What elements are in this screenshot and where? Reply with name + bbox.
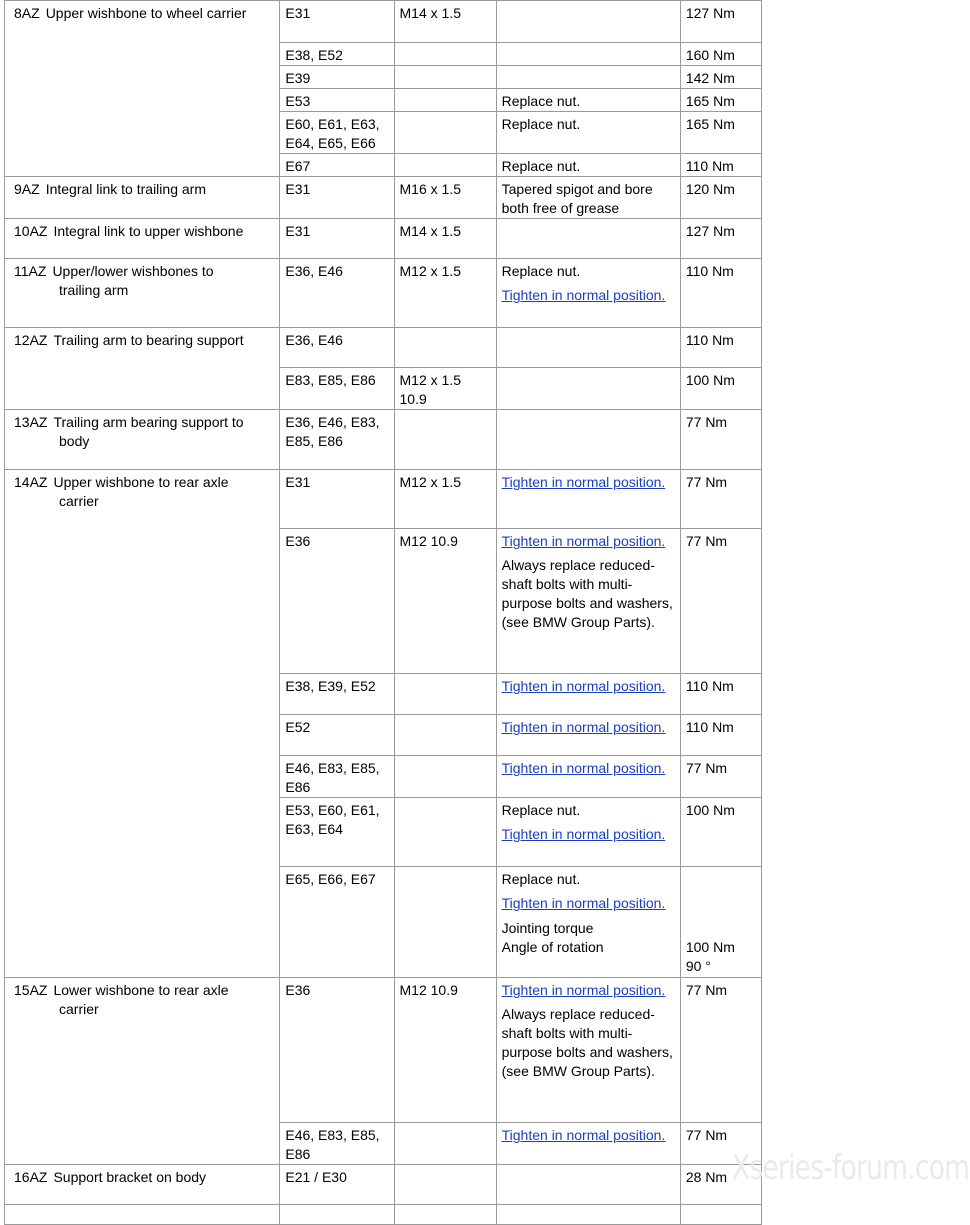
note-cell: [496, 328, 680, 368]
torque-cell: 110 Nm: [680, 674, 761, 715]
torque-cell: 142 Nm: [680, 66, 761, 89]
item-description: 12AZ Trailing arm to bearing support: [5, 328, 280, 410]
thread-cell: [394, 410, 496, 470]
item-description: 11AZ Upper/lower wishbones to trailing arm: [5, 259, 280, 328]
note-cell: Replace nut. Tighten in normal position. Jointing torque Angle of rotation: [496, 867, 680, 978]
model-cell: E83, E85, E86: [280, 368, 394, 410]
torque-cell: 110 Nm: [680, 154, 761, 177]
model-cell: E36, E46, E83, E85, E86: [280, 410, 394, 470]
thread-cell: M14 x 1.5: [394, 1, 496, 43]
model-cell: E36, E46: [280, 328, 394, 368]
note-cell: Replace nut.: [496, 154, 680, 177]
note-cell: Replace nut. Tighten in normal position.: [496, 798, 680, 867]
tighten-link[interactable]: Tighten in normal position.: [501, 895, 666, 911]
tighten-link[interactable]: Tighten in normal position.: [501, 1127, 666, 1143]
note-cell: Replace nut.: [496, 112, 680, 154]
table-row: [5, 328, 762, 368]
thread-cell: [394, 715, 496, 756]
model-cell: E31: [280, 470, 394, 529]
item-description: 9AZ Integral link to trailing arm: [5, 177, 280, 219]
note-cell: [496, 756, 680, 798]
note-cell: Tighten in normal position. Always replace reduced-shaft bolts with multi-purpose bolts and washers, (see BMW Group Parts).: [496, 978, 680, 1123]
note-cell: [496, 1, 680, 43]
torque-cell: 127 Nm: [680, 1, 761, 43]
model-cell: E36, E46: [280, 259, 394, 328]
model-cell: E52: [280, 715, 394, 756]
item-description: 14AZ Upper wishbone to rear axle carrier: [5, 470, 280, 978]
tighten-link[interactable]: Tighten in normal position.: [501, 533, 666, 549]
tighten-link[interactable]: Tighten in normal position.: [501, 826, 666, 842]
thread-cell: M12 10.9: [394, 978, 496, 1123]
thread-cell: [394, 867, 496, 978]
model-cell: E31: [280, 1, 394, 43]
thread-cell: [394, 798, 496, 867]
torque-cell: 127 Nm: [680, 219, 761, 259]
thread-cell: M16 x 1.5: [394, 177, 496, 219]
thread-cell: [394, 89, 496, 112]
torque-cell: 100 Nm 90 °: [680, 867, 761, 978]
model-cell: E53, E60, E61, E63, E64: [280, 798, 394, 867]
note-cell: [496, 410, 680, 470]
thread-cell: [394, 328, 496, 368]
model-cell: E39: [280, 66, 394, 89]
model-cell: E36: [280, 978, 394, 1123]
model-cell: E31: [280, 219, 394, 259]
tighten-link[interactable]: Tighten in normal position.: [501, 719, 666, 735]
note-cell: [496, 674, 680, 715]
torque-cell: 165 Nm: [680, 89, 761, 112]
note-cell: Tapered spigot and bore both free of grease: [496, 177, 680, 219]
torque-cell: 77 Nm: [680, 1123, 761, 1165]
table-row: [5, 259, 762, 328]
note-cell: [496, 1123, 680, 1165]
note-cell: [496, 368, 680, 410]
torque-cell: 120 Nm: [680, 177, 761, 219]
thread-cell: [394, 1123, 496, 1165]
note-cell: [496, 715, 680, 756]
thread-cell: [394, 674, 496, 715]
table-row: [5, 978, 762, 1123]
table-row: [5, 1165, 762, 1205]
table-row: [5, 177, 762, 219]
torque-cell: 110 Nm: [680, 328, 761, 368]
note-cell: Replace nut. Tighten in normal position.: [496, 259, 680, 328]
note-cell: [496, 1165, 680, 1205]
tighten-link[interactable]: Tighten in normal position.: [501, 760, 666, 776]
thread-cell: M12 10.9: [394, 529, 496, 674]
tighten-link[interactable]: Tighten in normal position.: [501, 678, 666, 694]
table-row: [5, 1, 762, 43]
model-cell: E46, E83, E85, E86: [280, 756, 394, 798]
model-cell: E36: [280, 529, 394, 674]
thread-cell: M12 x 1.5 10.9: [394, 368, 496, 410]
note-cell: [496, 470, 680, 529]
model-cell: E38, E52: [280, 43, 394, 66]
model-cell: E53: [280, 89, 394, 112]
watermark: Xseries-forum.com: [732, 1148, 970, 1188]
thread-cell: [394, 43, 496, 66]
thread-cell: M12 x 1.5: [394, 259, 496, 328]
item-description: 15AZ Lower wishbone to rear axle carrier: [5, 978, 280, 1165]
item-description: 10AZ Integral link to upper wishbone: [5, 219, 280, 259]
item-description: 16AZ Support bracket on body: [5, 1165, 280, 1205]
torque-cell: 77 Nm: [680, 756, 761, 798]
thread-cell: M14 x 1.5: [394, 219, 496, 259]
torque-cell: 110 Nm: [680, 259, 761, 328]
thread-cell: [394, 66, 496, 89]
table-row: [5, 470, 762, 529]
thread-cell: [394, 112, 496, 154]
tighten-link[interactable]: Tighten in normal position.: [501, 287, 666, 303]
torque-cell: 160 Nm: [680, 43, 761, 66]
torque-cell: 77 Nm: [680, 470, 761, 529]
tighten-link[interactable]: Tighten in normal position.: [501, 474, 666, 490]
thread-cell: [394, 1165, 496, 1205]
model-cell: E67: [280, 154, 394, 177]
torque-cell: 77 Nm: [680, 529, 761, 674]
torque-cell: 100 Nm: [680, 368, 761, 410]
item-description: 13AZ Trailing arm bearing support to body: [5, 410, 280, 470]
note-cell: [496, 219, 680, 259]
torque-cell: 77 Nm: [680, 410, 761, 470]
model-cell: E38, E39, E52: [280, 674, 394, 715]
item-description: 8AZ Upper wishbone to wheel carrier: [5, 1, 280, 177]
table-row: [5, 219, 762, 259]
note-cell: [496, 43, 680, 66]
thread-cell: [394, 756, 496, 798]
torque-cell: 77 Nm: [680, 978, 761, 1123]
model-cell: E65, E66, E67: [280, 867, 394, 978]
table-row: [5, 1205, 762, 1225]
model-cell: E31: [280, 177, 394, 219]
model-cell: E60, E61, E63, E64, E65, E66: [280, 112, 394, 154]
thread-cell: M12 x 1.5: [394, 470, 496, 529]
table-row: [5, 410, 762, 470]
note-cell: Replace nut.: [496, 89, 680, 112]
torque-cell: 110 Nm: [680, 715, 761, 756]
torque-cell: 28 Nm: [680, 1165, 761, 1205]
torque-spec-table: [4, 0, 762, 1225]
torque-cell: 100 Nm: [680, 798, 761, 867]
model-cell: E46, E83, E85, E86: [280, 1123, 394, 1165]
thread-cell: [394, 154, 496, 177]
note-cell: [496, 66, 680, 89]
tighten-link[interactable]: Tighten in normal position.: [501, 982, 666, 998]
note-cell: Tighten in normal position. Always replace reduced-shaft bolts with multi-purpose bolts and washers, (see BMW Group Parts).: [496, 529, 680, 674]
model-cell: E21 / E30: [280, 1165, 394, 1205]
torque-cell: 165 Nm: [680, 112, 761, 154]
